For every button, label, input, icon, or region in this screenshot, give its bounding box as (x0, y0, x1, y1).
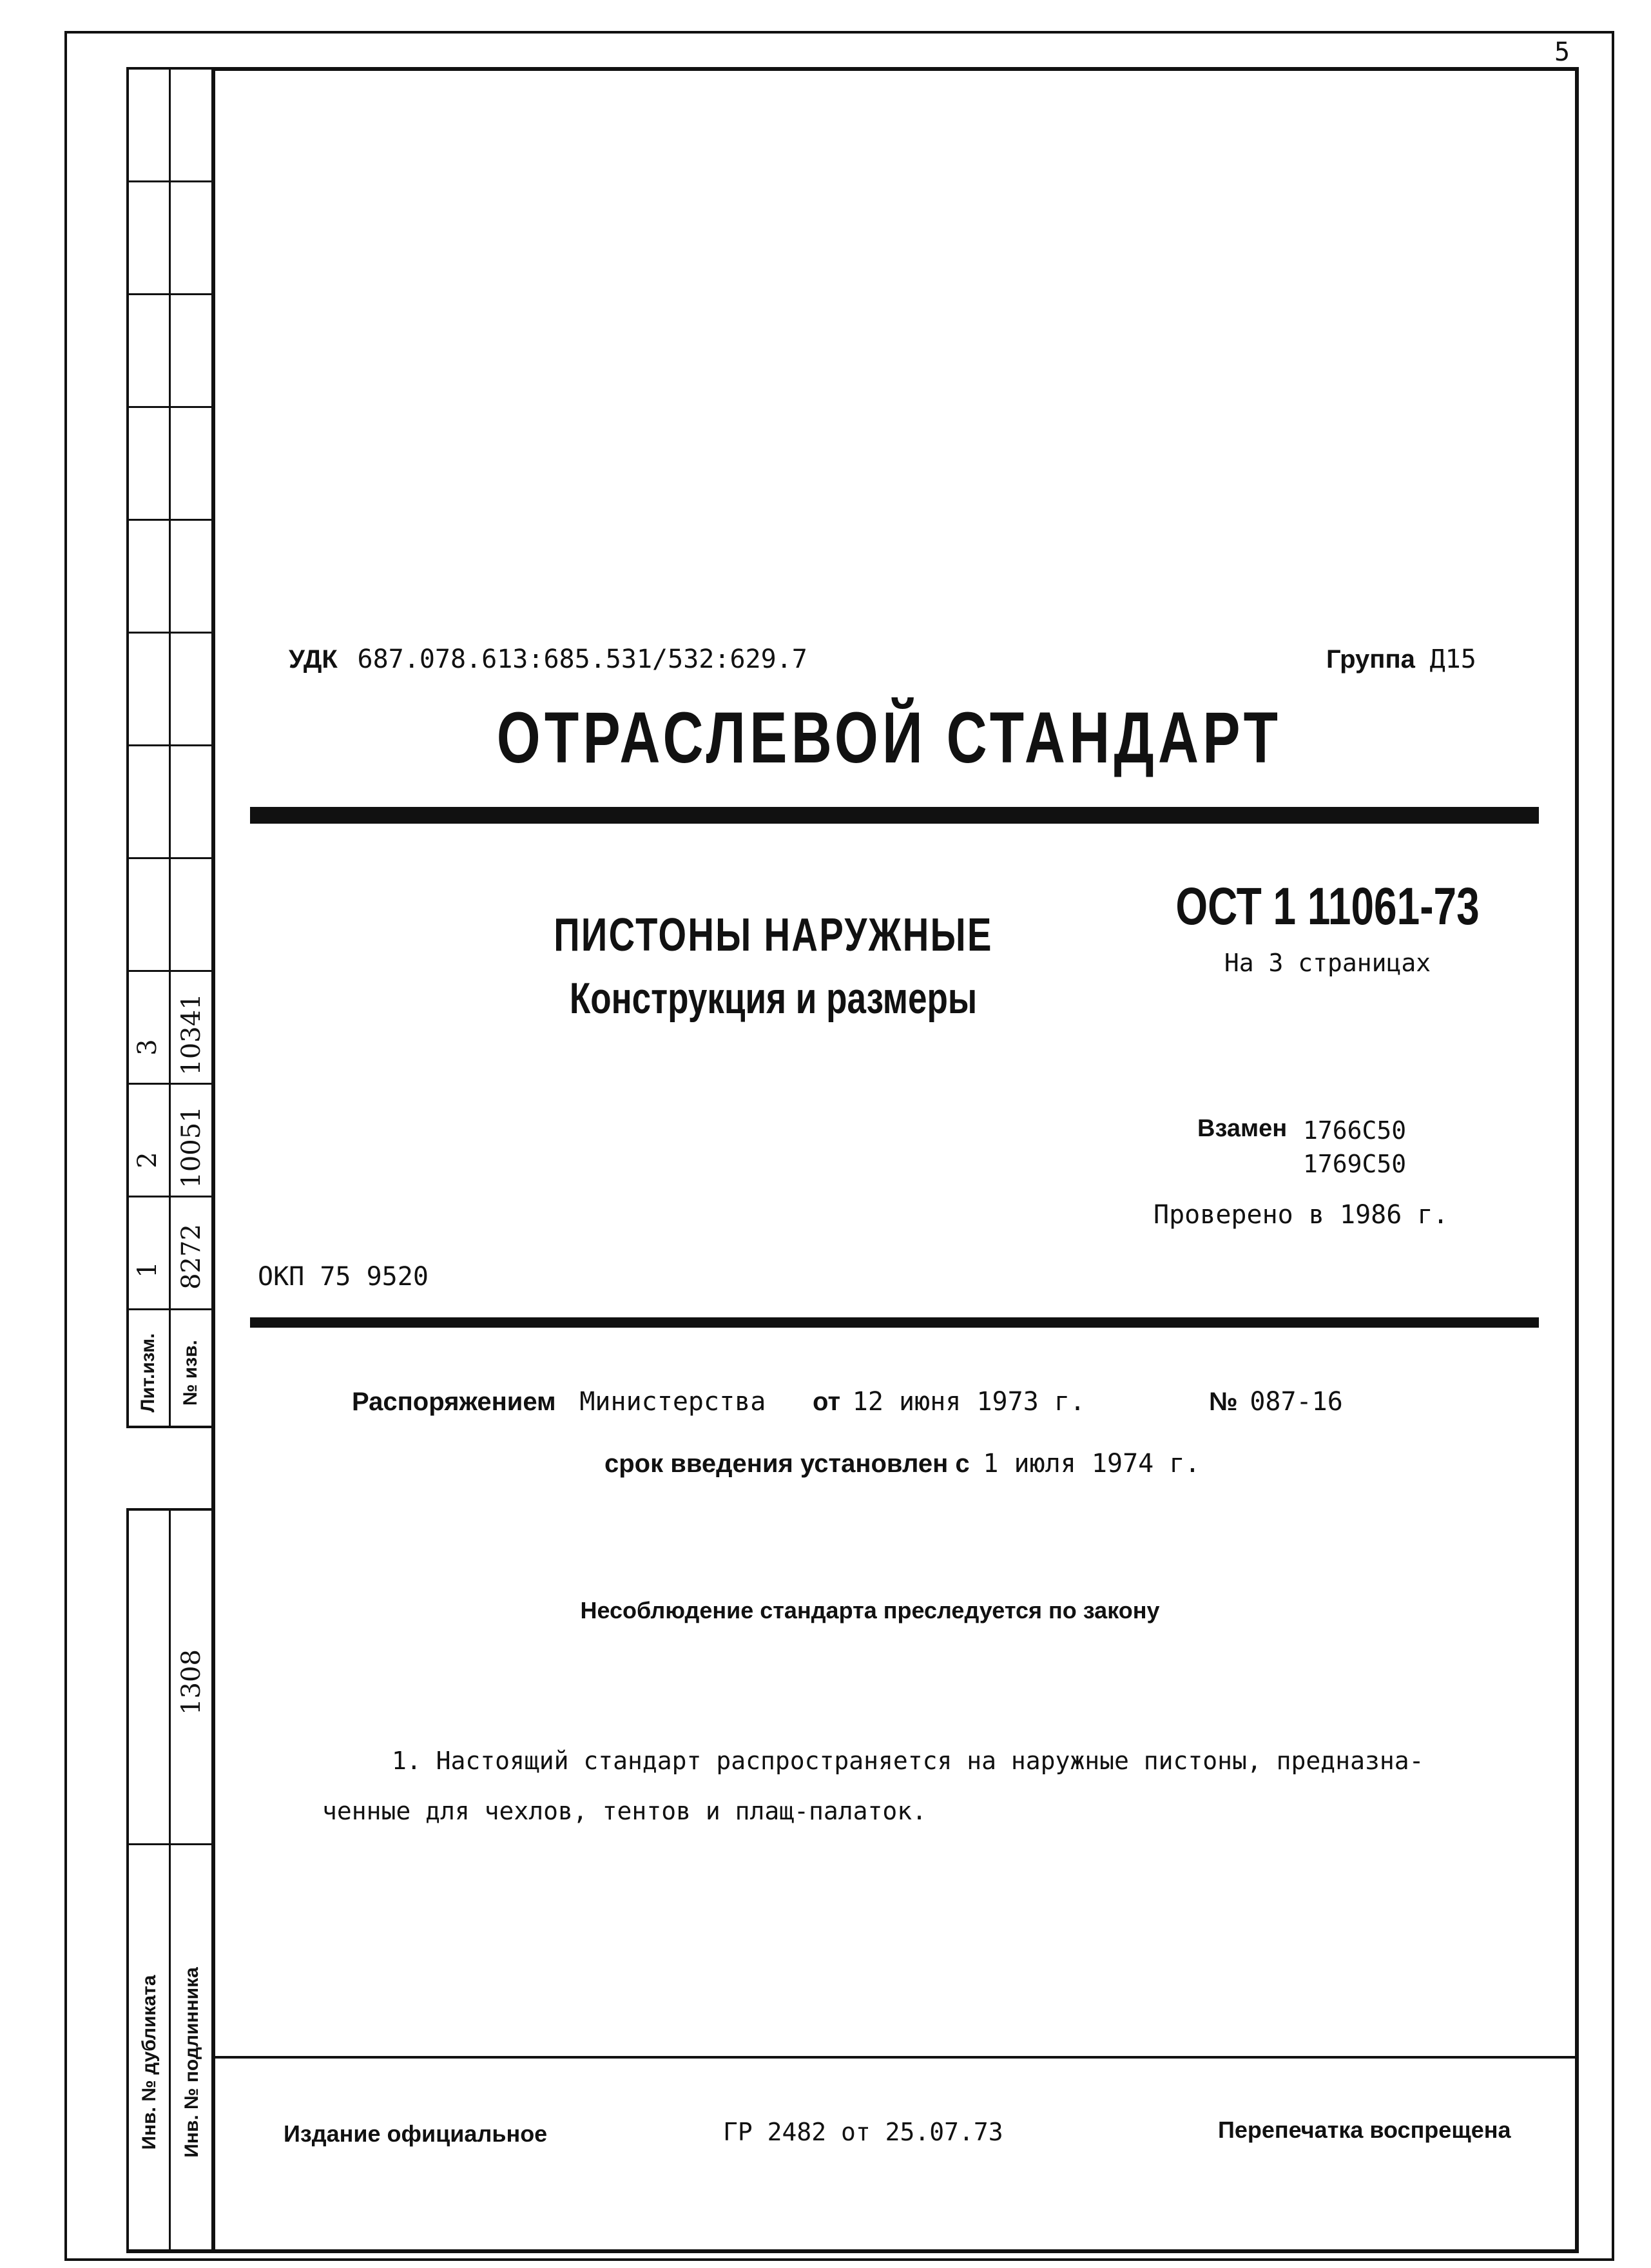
outer-frame-left (64, 31, 67, 2261)
intro-date: 1 июля 1974 г. (983, 1449, 1201, 1478)
udk-value: 687.078.613:685.531/532:629.7 (357, 645, 807, 674)
side-orig-value: 1308 (177, 1649, 206, 1715)
side-col2-header: № изв. (180, 1340, 201, 1406)
page-title: ОТРАСЛЕВОЙ СТАНДАРТ (496, 697, 1282, 778)
side-orig-label: Инв. № подлинника (181, 1967, 202, 2158)
side-row-sep (126, 1308, 214, 1310)
side-row-lit-1: 1 (133, 1261, 162, 1278)
thick-rule-top (250, 807, 1539, 824)
inner-frame-right (1575, 67, 1579, 2253)
body-paragraph-line2: ченные для чехлов, тентов и плащ-палаток. (322, 1797, 927, 1825)
side-row-lit-2: 2 (133, 1152, 162, 1168)
outer-frame-bottom (64, 2258, 1614, 2261)
page-number: 5 (1554, 37, 1570, 67)
side-row-sep (126, 857, 214, 859)
side-row-sep (126, 293, 214, 295)
side-row-num-1: 8272 (177, 1224, 206, 1290)
order-ministry: Министерства (579, 1387, 766, 1417)
group-label: Группа (1326, 645, 1415, 674)
standard-code: ОСТ 1 11061-73 (1175, 877, 1480, 936)
checked-note: Проверено в 1986 г. (1154, 1200, 1449, 1230)
side-row-sep (126, 744, 214, 746)
order-label: Распоряжением (352, 1388, 556, 1416)
order-date-prefix: от (813, 1388, 841, 1416)
thick-rule-bottom (250, 1317, 1539, 1328)
side-row-sep (126, 406, 214, 408)
order-date: 12 июня 1973 г. (852, 1387, 1086, 1417)
inner-frame-left (211, 67, 215, 2253)
order-number-label: № (1209, 1388, 1238, 1416)
side-row-num-3: 10341 (177, 993, 206, 1076)
group-value: Д15 (1429, 645, 1476, 674)
standard-name: ПИСТОНЫ НАРУЖНЫЕ (554, 909, 993, 961)
side-bottom-left (126, 1508, 129, 2253)
side-row-lit-3: 3 (133, 1039, 162, 1056)
law-warning: Несоблюдение стандарта преследуется по закону (580, 1597, 1160, 1623)
body-paragraph-line1: 1. Настоящий стандарт распространяется на наружные пистоны, предназна- (392, 1747, 1424, 1775)
side-row-sep (126, 970, 214, 972)
inner-frame-top (213, 67, 1579, 71)
side-table-left (126, 67, 129, 1427)
order-line (352, 1387, 1085, 1417)
side-col1-header: Лит.изм. (137, 1333, 159, 1413)
footer-official: Издание официальное (284, 2120, 548, 2147)
side-table-bottom (126, 1426, 214, 1428)
outer-frame-right (1612, 31, 1614, 2261)
udk-label: УДК (289, 645, 338, 674)
udk-line (289, 645, 807, 674)
outer-frame-top (64, 31, 1614, 34)
side-bottom-sep (126, 1843, 214, 1845)
intro-label: срок введения установлен с (604, 1449, 970, 1478)
footer-rule (213, 2056, 1579, 2059)
footer-reprint: Перепечатка воспрещена (1218, 2117, 1511, 2143)
intro-line (604, 1449, 1201, 1478)
replace-value-1: 1766С50 (1303, 1116, 1407, 1145)
replace-label: Взамен (1197, 1115, 1288, 1142)
standard-subtitle: Конструкция и размеры (569, 974, 978, 1023)
inner-frame-bottom (129, 2249, 1579, 2253)
group-line (1326, 645, 1476, 674)
side-row-num-2: 10051 (177, 1106, 206, 1188)
side-row-sep (126, 632, 214, 634)
side-table-mid (169, 67, 171, 1427)
footer-registration: ГР 2482 от 25.07.73 (723, 2118, 1003, 2146)
side-bottom-mid (169, 1508, 171, 2253)
order-number-line (1209, 1387, 1343, 1417)
okp-code: ОКП 75 9520 (258, 1262, 429, 1292)
replace-value-2: 1769С50 (1303, 1150, 1407, 1178)
side-row-sep (126, 180, 214, 182)
side-dup-label: Инв. № дубликата (139, 1975, 160, 2150)
side-row-sep (126, 519, 214, 521)
order-number: 087-16 (1250, 1387, 1343, 1417)
standard-pages: На 3 страницах (1224, 949, 1431, 977)
